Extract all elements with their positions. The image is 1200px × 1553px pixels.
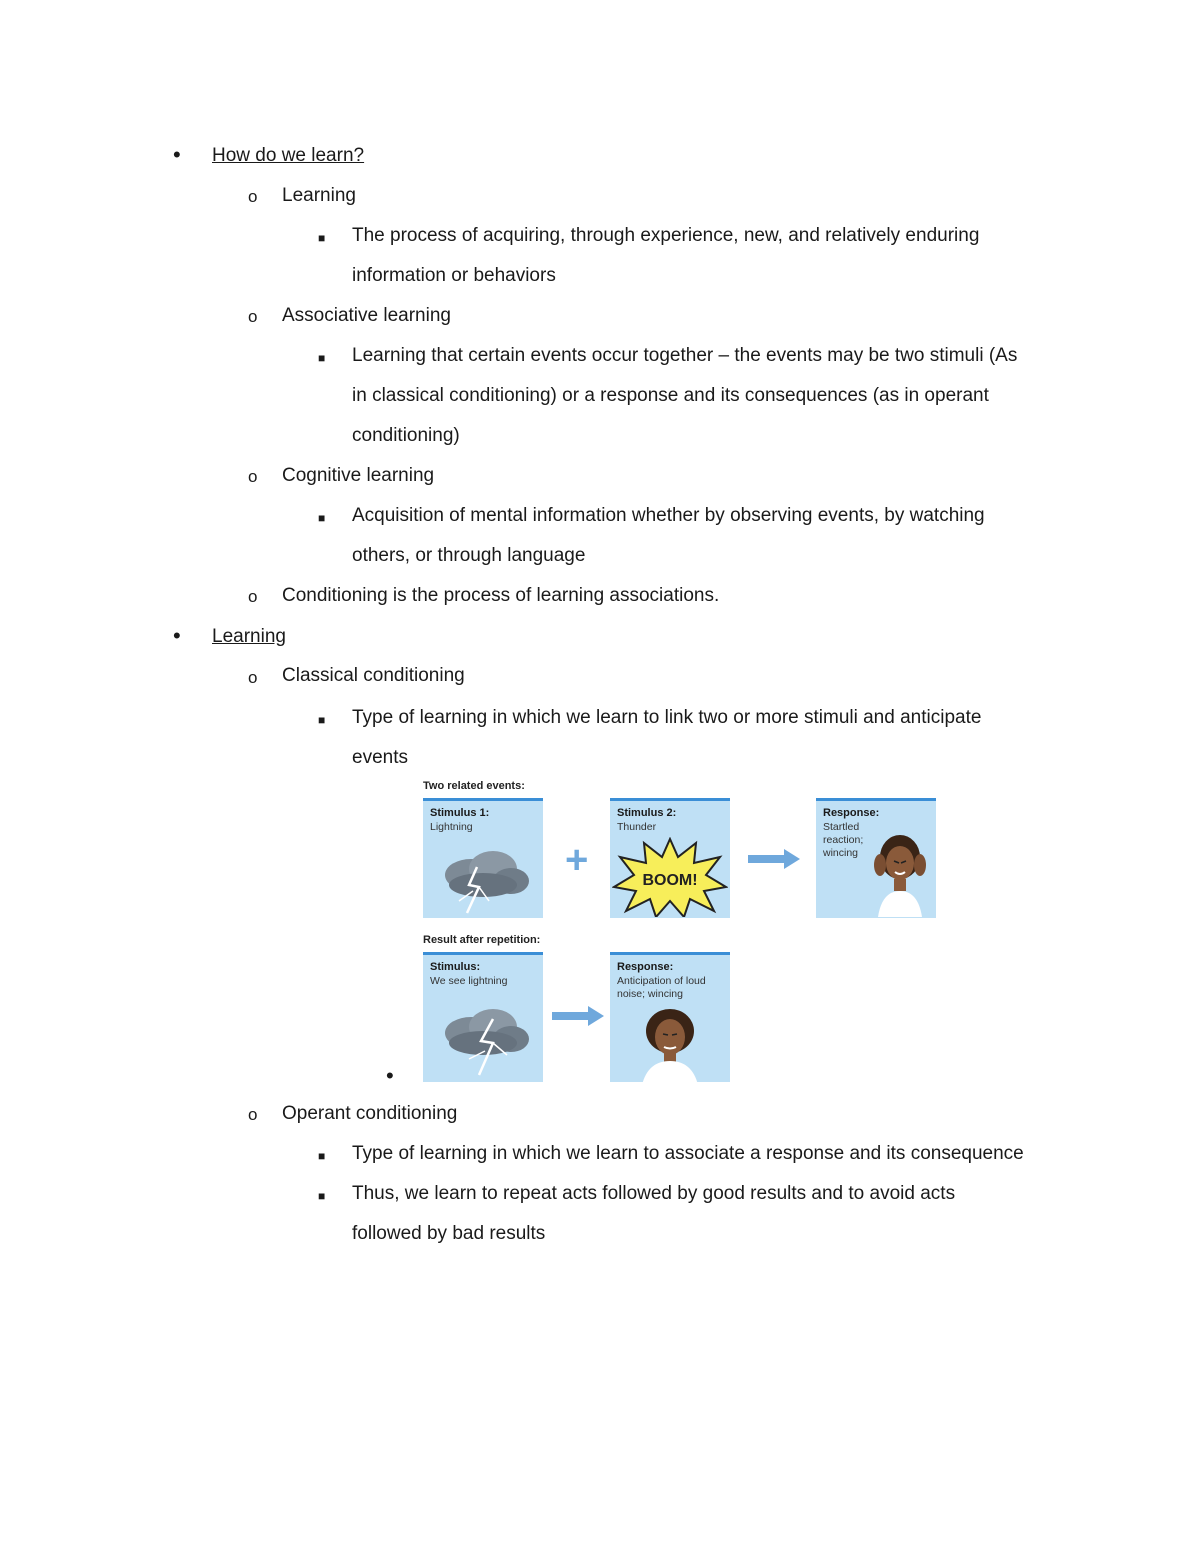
- panel-response-2: [610, 952, 730, 1082]
- classical-definition-line-2: events: [352, 747, 408, 768]
- learning-definition-line-1: The process of acquiring, through experience, new, and relatively enduring: [352, 225, 980, 246]
- panel-stimulus-2-subtitle: Thunder: [617, 821, 657, 833]
- bullet-square-icon: ■: [318, 1149, 326, 1163]
- panel-stimulus-1-title: Stimulus 1:: [430, 807, 490, 819]
- panel-response-2-subtitle: Anticipation of loud noise; wincing: [617, 975, 706, 1000]
- bullet-square-icon: ■: [318, 351, 326, 365]
- item-learning: Learning: [282, 185, 356, 206]
- panel-stimulus-1-subtitle: Lightning: [430, 821, 473, 833]
- panel-stimulus-subtitle: We see lightning: [430, 975, 508, 987]
- arrow-right-icon: [748, 849, 800, 869]
- bullet-square-icon: ■: [318, 511, 326, 525]
- arrow-right-icon: [552, 1006, 604, 1026]
- cloud-lightning-icon: [433, 999, 533, 1079]
- section-heading-learning: Learning: [212, 626, 286, 647]
- panel-stimulus-2-title: Stimulus 2:: [617, 807, 677, 819]
- person-wincing-icon: [632, 1005, 708, 1085]
- figure-label-two-related-events: Two related events:: [423, 780, 525, 792]
- operant-definition: Type of learning in which we learn to associate a response and its consequence: [352, 1143, 1024, 1164]
- bullet-disc-icon: •: [386, 1063, 394, 1088]
- boom-burst-icon: [612, 837, 728, 917]
- associative-definition-line-3: conditioning): [352, 425, 460, 446]
- item-classical-conditioning: Classical conditioning: [282, 665, 465, 686]
- item-operant-conditioning: Operant conditioning: [282, 1103, 458, 1124]
- person-wincing-icon: [864, 829, 932, 917]
- bullet-disc-icon: •: [173, 623, 181, 648]
- associative-definition-line-1: Learning that certain events occur together – the events may be two stimuli (As: [352, 345, 1018, 366]
- cloud-lightning-icon: [433, 841, 533, 917]
- panel-response-1-subtitle: Startled reaction; wincing: [823, 821, 864, 859]
- item-associative-learning: Associative learning: [282, 305, 451, 326]
- bullet-circle-icon: o: [248, 1105, 258, 1124]
- panel-stimulus: [423, 952, 543, 1082]
- bullet-disc-icon: •: [173, 142, 181, 167]
- learning-definition-line-2: information or behaviors: [352, 265, 556, 286]
- panel-response-2-title: Response:: [617, 961, 674, 973]
- item-conditioning-note: Conditioning is the process of learning associations.: [282, 585, 720, 606]
- classical-definition-line-1: Type of learning in which we learn to link two or more stimuli and anticipate: [352, 707, 982, 728]
- item-cognitive-learning: Cognitive learning: [282, 465, 435, 486]
- cognitive-definition-line-2: others, or through language: [352, 545, 586, 566]
- associative-definition-line-2: in classical conditioning) or a response and its consequences (as in operant: [352, 385, 989, 406]
- bullet-square-icon: ■: [318, 1189, 326, 1203]
- bullet-square-icon: ■: [318, 713, 326, 727]
- panel-stimulus-2: [610, 798, 730, 918]
- plus-icon: +: [565, 838, 589, 882]
- panel-response-1-title: Response:: [823, 807, 880, 819]
- bullet-square-icon: ■: [318, 231, 326, 245]
- boom-text: BOOM!: [642, 872, 698, 889]
- figure-label-result-after-repetition: Result after repetition:: [423, 934, 541, 946]
- section-heading-how-do-we-learn: How do we learn?: [212, 145, 365, 166]
- cognitive-definition-line-1: Acquisition of mental information whether by observing events, by watching: [352, 505, 985, 526]
- bullet-circle-icon: o: [248, 587, 258, 606]
- panel-stimulus-title: Stimulus:: [430, 961, 481, 973]
- panel-response-1: [816, 798, 936, 918]
- bullet-circle-icon: o: [248, 187, 258, 206]
- panel-stimulus-1: [423, 798, 543, 918]
- bullet-circle-icon: o: [248, 668, 258, 687]
- classical-conditioning-figure: [420, 776, 940, 1088]
- operant-thus-line-1: Thus, we learn to repeat acts followed by good results and to avoid acts: [352, 1183, 956, 1204]
- bullet-circle-icon: o: [248, 467, 258, 486]
- bullet-circle-icon: o: [248, 307, 258, 326]
- operant-thus-line-2: followed by bad results: [352, 1223, 546, 1244]
